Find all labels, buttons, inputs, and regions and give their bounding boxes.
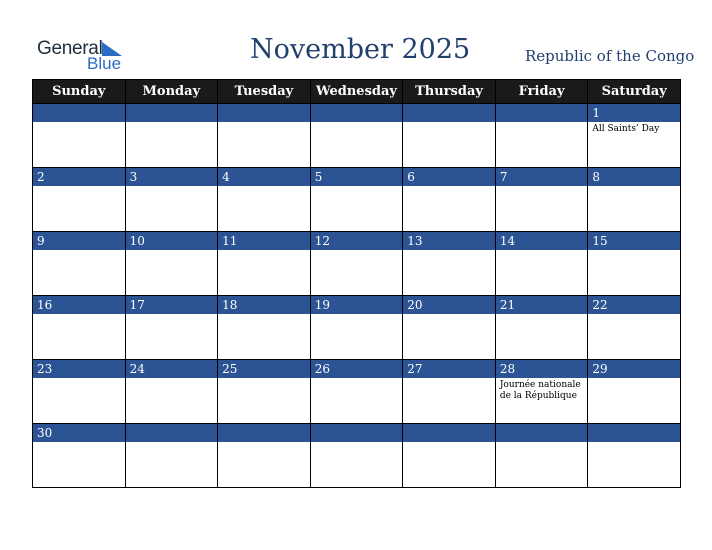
- logo-word-blue: Blue: [87, 54, 122, 73]
- week-row: [33, 232, 681, 296]
- day-number: 14: [496, 232, 588, 250]
- day-number: 11: [218, 232, 310, 250]
- day-cell: [495, 232, 588, 296]
- day-cell: [495, 104, 588, 168]
- day-cell: [403, 360, 496, 424]
- day-number: 6: [403, 168, 495, 186]
- day-number: 13: [403, 232, 495, 250]
- weekday-header: Friday: [495, 80, 588, 104]
- day-number: 5: [311, 168, 403, 186]
- day-number: [403, 424, 495, 442]
- day-number: 15: [588, 232, 680, 250]
- day-number: [218, 424, 310, 442]
- day-cell: [218, 104, 311, 168]
- day-cell: [33, 296, 126, 360]
- weekday-header: Thursday: [403, 80, 496, 104]
- day-number: [218, 104, 310, 122]
- day-number: [496, 104, 588, 122]
- day-cell: [218, 424, 311, 488]
- day-cell: [495, 424, 588, 488]
- day-cell: [218, 232, 311, 296]
- day-number: 2: [33, 168, 125, 186]
- week-row: [33, 360, 681, 424]
- day-cell: [33, 232, 126, 296]
- day-cell: [125, 104, 218, 168]
- day-cell: [125, 360, 218, 424]
- holiday-label: Journée nationale de la République: [499, 380, 581, 401]
- day-cell: [403, 104, 496, 168]
- day-cell: [125, 424, 218, 488]
- day-cell: [403, 168, 496, 232]
- weekday-header: Wednesday: [310, 80, 403, 104]
- day-number: [126, 424, 218, 442]
- week-row: [33, 168, 681, 232]
- day-number: 30: [33, 424, 125, 442]
- day-number: [33, 104, 125, 122]
- day-cell: [33, 104, 126, 168]
- day-cell: [403, 296, 496, 360]
- day-cell: [218, 168, 311, 232]
- day-number: 19: [311, 296, 403, 314]
- day-cell: [403, 424, 496, 488]
- week-row: [33, 104, 681, 168]
- day-number: 29: [588, 360, 680, 378]
- day-cell: [588, 232, 681, 296]
- day-number: 28: [496, 360, 588, 378]
- day-cell: [218, 360, 311, 424]
- day-cell: [125, 232, 218, 296]
- calendar-grid: [32, 79, 681, 488]
- day-cell: [310, 104, 403, 168]
- day-number: 3: [126, 168, 218, 186]
- weekday-header: Sunday: [33, 80, 126, 104]
- day-number: 4: [218, 168, 310, 186]
- day-cell: [403, 232, 496, 296]
- day-number: 9: [33, 232, 125, 250]
- day-cell: [310, 168, 403, 232]
- day-number: 26: [311, 360, 403, 378]
- day-number: [403, 104, 495, 122]
- day-number: 25: [218, 360, 310, 378]
- day-number: 23: [33, 360, 125, 378]
- day-number: [588, 424, 680, 442]
- day-number: 22: [588, 296, 680, 314]
- day-cell: [588, 168, 681, 232]
- day-cell: [310, 360, 403, 424]
- day-cell: [495, 296, 588, 360]
- day-number: 27: [403, 360, 495, 378]
- day-number: 8: [588, 168, 680, 186]
- day-cell: [33, 168, 126, 232]
- day-cell: [588, 360, 681, 424]
- day-cell: [588, 424, 681, 488]
- day-number: 10: [126, 232, 218, 250]
- day-number: [311, 104, 403, 122]
- day-number: 1: [588, 104, 680, 122]
- weekday-header-row: [33, 80, 681, 104]
- day-number: 20: [403, 296, 495, 314]
- logo: [37, 38, 127, 74]
- day-cell: [588, 296, 681, 360]
- week-row: [33, 296, 681, 360]
- week-row: [33, 424, 681, 488]
- logo-word-general: General: [37, 38, 103, 59]
- day-cell: [495, 360, 588, 424]
- weekday-header: Tuesday: [218, 80, 311, 104]
- day-cell: [33, 360, 126, 424]
- day-cell: [125, 168, 218, 232]
- page-title: November 2025: [250, 34, 471, 65]
- day-number: 21: [496, 296, 588, 314]
- day-cell: [125, 296, 218, 360]
- day-cell: [310, 424, 403, 488]
- day-number: 18: [218, 296, 310, 314]
- day-number: 16: [33, 296, 125, 314]
- day-number: 24: [126, 360, 218, 378]
- day-number: [311, 424, 403, 442]
- day-cell: [495, 168, 588, 232]
- day-number: 17: [126, 296, 218, 314]
- weekday-header: Monday: [125, 80, 218, 104]
- day-cell: [588, 104, 681, 168]
- weekday-header: Saturday: [588, 80, 681, 104]
- day-number: 12: [311, 232, 403, 250]
- day-number: [496, 424, 588, 442]
- day-cell: [310, 296, 403, 360]
- country-name: Republic of the Congo: [525, 47, 695, 65]
- day-cell: [33, 424, 126, 488]
- day-number: 7: [496, 168, 588, 186]
- day-cell: [218, 296, 311, 360]
- day-cell: [310, 232, 403, 296]
- day-number: [126, 104, 218, 122]
- holiday-label: All Saints’ Day: [592, 124, 660, 134]
